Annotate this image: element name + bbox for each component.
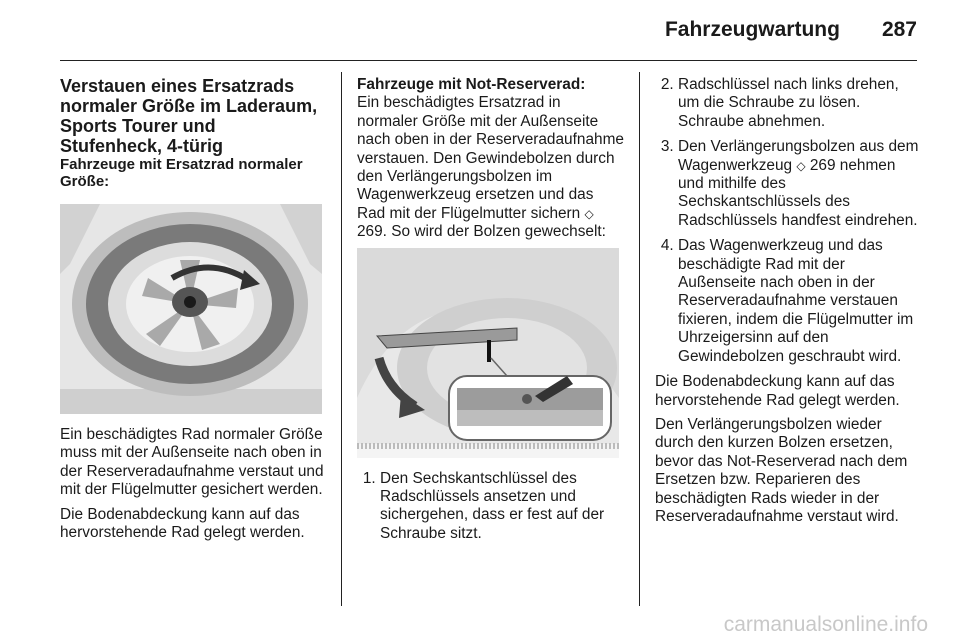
list-item: 4. Das Wagenwerkzeug und das beschädigte Rad mit der Außenseite nach oben in der Reserveradaufnahme verstauen fixieren, indem die Flügelmutter im Uhrzeigersinn auf den Gewindebolzen geschraubt wird. [678, 237, 923, 366]
page-number: 287 [881, 18, 917, 41]
lead-heading: Fahrzeuge mit Not-Reserverad: [357, 76, 586, 93]
column-divider-1 [341, 72, 342, 606]
heading-line: Stufenheck, 4-türig [60, 136, 224, 156]
instruction-list [655, 76, 923, 366]
subsection-heading: Fahrzeuge mit Ersatzrad normaler Größe: [60, 156, 303, 190]
header-rule [60, 60, 917, 61]
heading-line: Sports Tourer und [60, 116, 216, 136]
column-2 [357, 76, 625, 550]
paragraph: Ein beschädigtes Rad normaler Größe muss mit der Außenseite nach oben in der Reserveradaufnahme verstaut und mit der Flügelmutter gesichert werden. [60, 426, 324, 499]
section-title: Fahrzeugwartung [664, 18, 840, 41]
paragraph-continued: 269. So wird der Bolzen gewechselt: [357, 223, 606, 241]
page-reference-icon: ◇ [796, 158, 806, 173]
paragraph: Ein beschädigtes Ersatzrad in normaler Größe mit der Außenseite nach oben in der Reserveradaufnahme verstauen. Den Gewindebolzen durch den Verlängerungsbolzen im Wagenwerkzeug ersetzen und das Rad mit der Flügelmutter sichern [357, 94, 624, 222]
page-header [665, 18, 917, 42]
list-item: 2. Radschlüssel nach links drehen, um die Schraube zu lösen. Schraube abnehmen. [678, 76, 923, 131]
column-divider-2 [639, 72, 640, 606]
column-3 [655, 76, 923, 532]
paragraph: Die Bodenabdeckung kann auf das hervorstehende Rad gelegt werden. [60, 505, 305, 542]
list-item [678, 138, 923, 230]
instruction-list [357, 470, 625, 544]
list-item-text: 269 nehmen und mithilfe des Sechskantschlüssels des Radschlüssels handfest eindrehen. [678, 156, 918, 229]
column-1 [60, 76, 328, 548]
extension-bolt-illustration [357, 248, 619, 458]
heading-line: normaler Größe im Laderaum, [60, 96, 318, 116]
section-heading [60, 76, 328, 156]
list-item-text: Den Verlängerungsbolzen aus dem Wagenwerkzeug [678, 138, 919, 174]
spare-wheel-illustration [60, 204, 322, 414]
paragraph: Den Verlängerungsbolzen wieder durch den kurzen Bolzen ersetzen, bevor das Not-Reserverad nach dem Ersetzen bzw. Reparieren des beschädigten Rads wieder in der Reserveradaufnahme verstaut wird. [655, 415, 908, 525]
page-reference-icon: ◇ [584, 206, 594, 221]
paragraph: Die Bodenabdeckung kann auf das hervorstehende Rad gelegt werden. [655, 373, 900, 409]
heading-line: Verstauen eines Ersatzrads [60, 76, 295, 96]
watermark: carmanualsonline.info [723, 613, 928, 636]
list-item: 1. Den Sechskantschlüssel des Radschlüssels ansetzen und sichergehen, dass er fest auf der Schraube sitzt. [380, 470, 625, 544]
